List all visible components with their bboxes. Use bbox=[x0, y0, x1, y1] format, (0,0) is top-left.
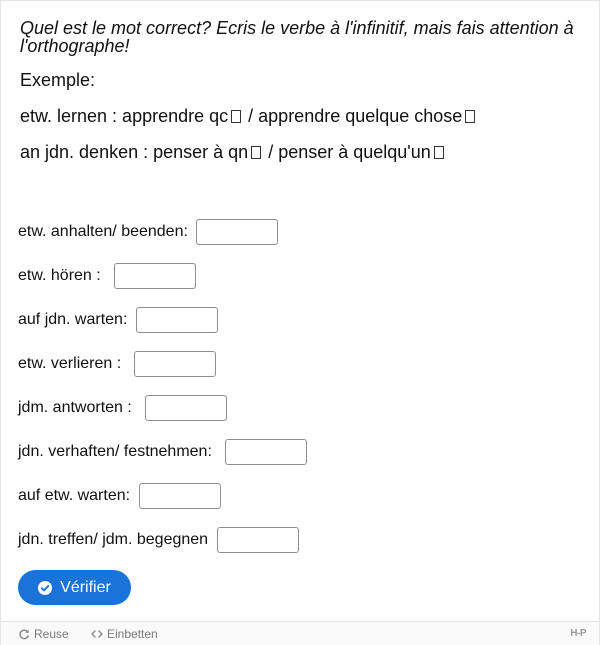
question-item bbox=[18, 527, 578, 571]
embed-button[interactable] bbox=[91, 627, 158, 641]
check-button-label: Vérifier bbox=[60, 578, 111, 596]
answer-input[interactable] bbox=[114, 263, 196, 289]
placeholder-box-icon bbox=[434, 146, 444, 159]
question-label: etw. hören : bbox=[18, 267, 110, 284]
answer-input[interactable] bbox=[145, 395, 227, 421]
question-label: jdn. treffen/ jdm. begegnen bbox=[18, 531, 213, 548]
question-item bbox=[18, 307, 578, 351]
example-2-german: an jdn. denken : penser à qn bbox=[20, 142, 249, 162]
placeholder-box-icon bbox=[465, 110, 475, 123]
question-item bbox=[18, 263, 578, 307]
reuse-icon bbox=[18, 628, 30, 640]
task-instructions bbox=[20, 19, 585, 179]
question-label: auf jdn. warten: bbox=[18, 311, 132, 328]
answer-input[interactable] bbox=[136, 307, 218, 333]
reuse-button[interactable] bbox=[18, 627, 69, 641]
example-2-french: / penser à quelqu'un bbox=[268, 142, 431, 162]
answer-input[interactable] bbox=[196, 219, 278, 245]
reuse-label: Reuse bbox=[34, 627, 69, 641]
question-label: jdm. antworten : bbox=[18, 399, 141, 416]
example-2 bbox=[20, 143, 585, 161]
embed-label: Einbetten bbox=[107, 627, 158, 641]
example-heading: Exemple: bbox=[20, 70, 96, 90]
code-icon bbox=[91, 628, 103, 640]
example-1 bbox=[20, 107, 585, 125]
question-item bbox=[18, 483, 578, 527]
h5p-footer bbox=[1, 621, 599, 645]
h5p-logo: H-P bbox=[570, 628, 586, 639]
question-label: etw. verlieren : bbox=[18, 355, 131, 372]
example-1-german: etw. lernen : apprendre qc bbox=[20, 106, 229, 126]
answer-input[interactable] bbox=[134, 351, 216, 377]
question-item bbox=[18, 351, 578, 395]
question-label: auf etw. warten: bbox=[18, 487, 135, 504]
answer-input[interactable] bbox=[225, 439, 307, 465]
check-circle-icon bbox=[38, 581, 52, 595]
answer-input[interactable] bbox=[217, 527, 299, 553]
check-button[interactable] bbox=[18, 570, 131, 605]
placeholder-box-icon bbox=[231, 110, 241, 123]
question-item bbox=[18, 439, 578, 483]
placeholder-box-icon bbox=[251, 146, 261, 159]
task-prompt: Quel est le mot correct? Ecris le verbe à l'infinitif, mais fais attention à l'orthographe! bbox=[20, 18, 574, 56]
question-list bbox=[18, 219, 578, 571]
example-1-french: / apprendre quelque chose bbox=[248, 106, 463, 126]
question-label: etw. anhalten/ beenden: bbox=[18, 223, 193, 240]
question-label: jdn. verhaften/ festnehmen: bbox=[18, 443, 221, 460]
answer-input[interactable] bbox=[139, 483, 221, 509]
question-item bbox=[18, 395, 578, 439]
question-item bbox=[18, 219, 578, 263]
